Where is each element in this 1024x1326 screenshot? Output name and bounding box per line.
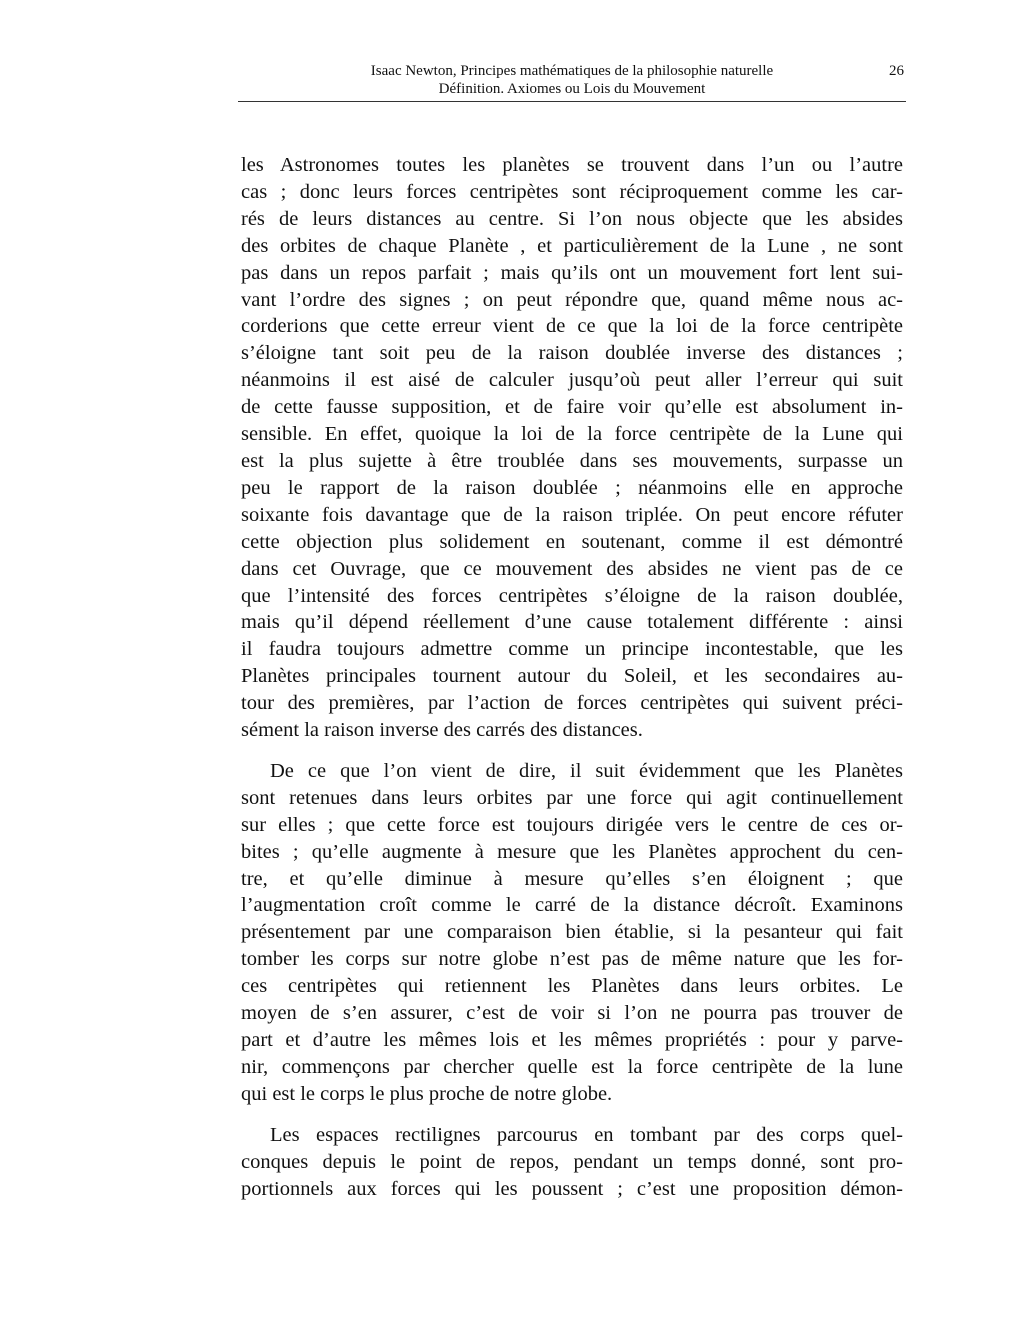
text-line: tomber les corps sur notre globe n’est pas de même nature que les for- (241, 948, 903, 971)
text-line: portionnels aux forces qui les poussent ; c’est une proposition démon- (241, 1177, 903, 1200)
text-line: dans cet Ouvrage, que ce mouvement des absides ne vient pas de ce (241, 557, 903, 580)
text-line: cette objection plus solidement en soutenant, comme il est démontré (241, 530, 903, 553)
text-line: est la plus sujette à être troublée dans ses mouvements, surpasse un (241, 449, 903, 472)
text-line: sément la raison inverse des carrés des distances. (241, 719, 643, 742)
text-line: part et d’autre les mêmes lois et les mêmes propriétés : pour y parve- (241, 1029, 903, 1051)
text-line: il faudra toujours admettre comme un principe incontestable, que les (241, 638, 903, 661)
paragraph-3 (241, 1122, 903, 1203)
body-text (241, 152, 903, 1202)
text-line: présentement par une comparaison bien établie, si la pesanteur qui fait (241, 921, 903, 944)
running-header (238, 60, 906, 102)
text-line: de cette fausse supposition, et de faire voir qu’elle est absolument in- (241, 396, 903, 419)
text-line: les Astronomes toutes les planètes se trouvent dans l’un ou l’autre (241, 154, 903, 176)
text-line: sensible. En effet, quoique la loi de la force centripète de la Lune qui (241, 423, 903, 446)
paragraph-1 (241, 152, 903, 744)
text-line: peu le rapport de la raison doublée ; néanmoins elle en approche (241, 476, 903, 499)
page-number: 26 (889, 63, 904, 79)
text-line: qui est le corps le plus proche de notre globe. (241, 1082, 613, 1105)
header-subtitle: Définition. Axiomes ou Lois du Mouvement (438, 81, 706, 97)
text-line: nir, commençons par chercher quelle est la force centripète de la lune (241, 1055, 903, 1078)
text-line: tre, et qu’elle diminue à mesure qu’elles s’en éloignent ; que (241, 867, 903, 890)
text-line: cas ; donc leurs forces centripètes sont réciproquement comme les car- (241, 180, 903, 203)
text-line: Les espaces rectilignes parcourus en tombant par des corps quel- (270, 1123, 903, 1146)
text-line: conques depuis le point de repos, pendant un temps donné, sont pro- (241, 1150, 903, 1173)
text-line: mais qu’il dépend réellement d’une cause totalement différente : ainsi (241, 611, 903, 634)
text-line: tour des premières, par l’action de forces centripètes qui suivent préci- (241, 692, 903, 715)
text-line: corderions que cette erreur vient de ce que la loi de la force centripète (241, 315, 903, 338)
text-line: soixante fois davantage que de la raison triplée. On peut encore réfuter (241, 503, 903, 526)
text-line: moyen de s’en assurer, c’est de voir si l’on ne pourra pas trouver de (241, 1002, 903, 1025)
text-line: De ce que l’on vient de dire, il suit évidemment que les Planètes (270, 759, 903, 782)
text-line: l’augmentation croît comme le carré de la distance décroît. Examinons (241, 894, 903, 917)
text-line: rés de leurs distances au centre. Si l’on nous objecte que les absides (241, 207, 903, 230)
text-line: Planètes principales tournent autour du Soleil, et les secondaires au- (241, 665, 903, 688)
text-line: que l’intensité des forces centripètes s’éloigne de la raison doublée, (241, 584, 903, 607)
text-line: sur elles ; que cette force est toujours dirigée vers le centre de ces or- (241, 813, 903, 836)
text-line: des orbites de chaque Planète , et particulièrement de la Lune , ne sont (241, 234, 903, 257)
text-line: pas dans un repos parfait ; mais qu’ils ont un mouvement fort lent sui- (241, 261, 903, 284)
text-line: ces centripètes qui retiennent les Planètes dans leurs orbites. Le (241, 975, 903, 998)
text-line: néanmoins il est aisé de calculer jusqu’où peut aller l’erreur qui suit (241, 369, 903, 392)
text-line: s’éloigne tant soit peu de la raison doublée inverse des distances ; (241, 342, 903, 365)
text-line: vant l’ordre des signes ; on peut répondre que, quand même nous ac- (241, 288, 903, 311)
text-line: bites ; qu’elle augmente à mesure que les Planètes approchent du cen- (241, 840, 903, 863)
header-title: Isaac Newton, Principes mathématiques de la philosophie naturelle (370, 63, 774, 79)
text-line: sont retenues dans leurs orbites par une force qui agit continuellement (241, 786, 903, 809)
paragraph-2 (241, 758, 903, 1108)
